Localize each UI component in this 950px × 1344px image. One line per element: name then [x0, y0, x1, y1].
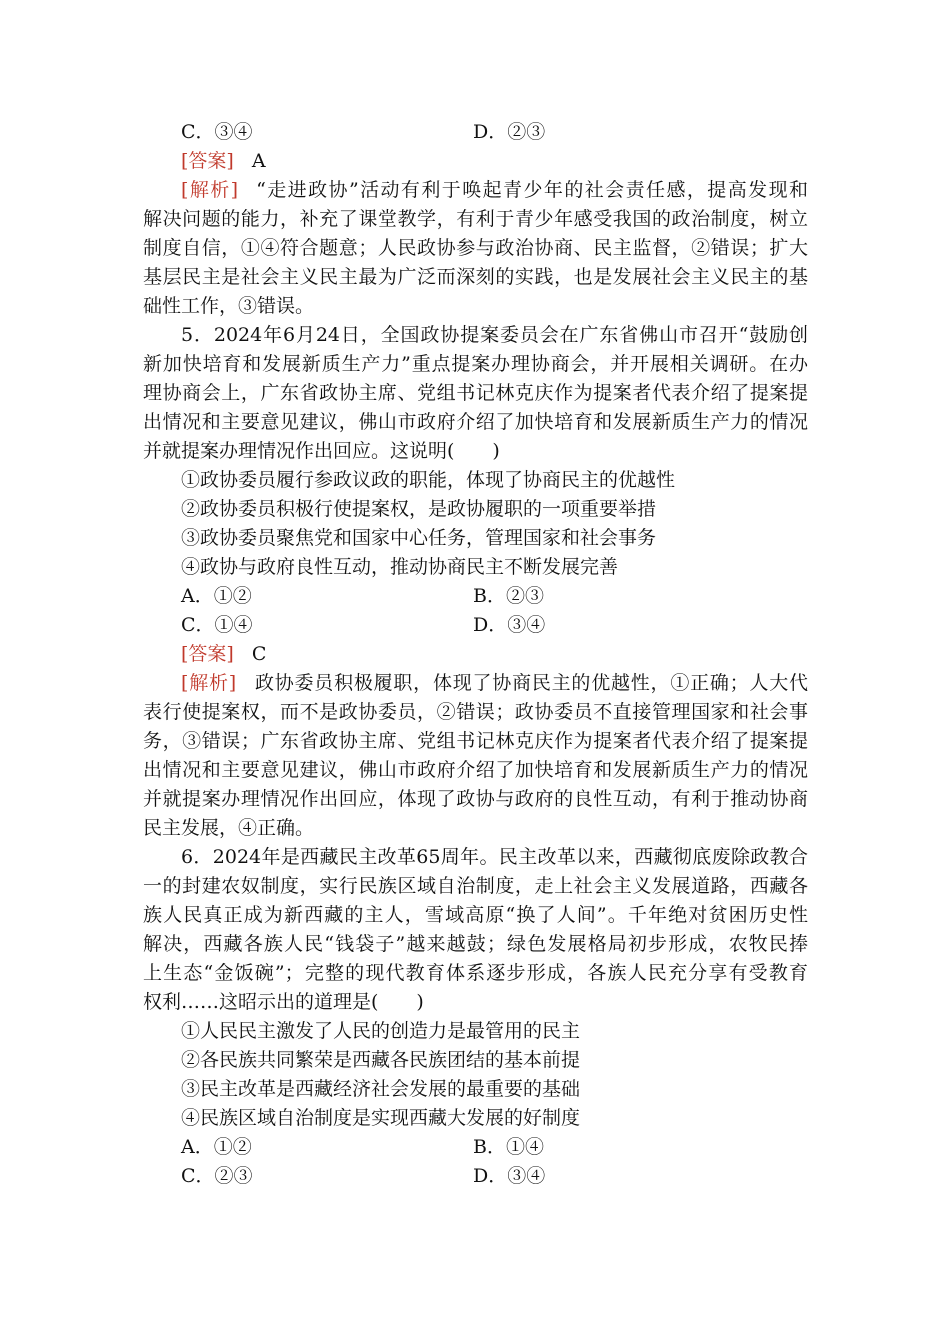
q6-statement: ③民主改革是西藏经济社会发展的最重要的基础 — [181, 1078, 581, 1100]
q5-option-c: C．①④ — [181, 614, 253, 636]
document-content — [143, 118, 808, 1191]
q6-stem-line: 权利……这昭示出的道理是( ) — [143, 991, 424, 1013]
q5-option-a: A．①② — [181, 585, 252, 607]
q5-analysis-line: 出情况和主要意见建议，佛山市政府介绍了加快培育和发展新质生产力的情况 — [143, 759, 808, 781]
q6-statement: ①人民民主激发了人民的创造力是最管用的民主 — [181, 1020, 581, 1042]
q5-analysis-line: [解析] 政协委员积极履职，体现了协商民主的优越性，①正确；人大代 — [181, 672, 808, 694]
q5-option-d: D．③④ — [473, 614, 546, 636]
q4-analysis-line: 制度自信，①④符合题意；人民政协参与政治协商、民主监督，②错误；扩大 — [143, 237, 808, 259]
answer-tag: [答案] — [181, 643, 234, 665]
q6-option-d: D．③④ — [473, 1165, 546, 1187]
answer-value: A — [251, 150, 266, 172]
q4-analysis-line: 础性工作，③错误。 — [143, 295, 315, 317]
q6-options-row-cd — [143, 1162, 808, 1191]
analysis-tag: [解析] — [181, 672, 237, 694]
q5-statement: ③政协委员聚焦党和国家中心任务，管理国家和社会事务 — [181, 527, 657, 549]
q4-answer — [143, 147, 808, 176]
q6-stem-line: 6．2024年是西藏民主改革65周年。民主改革以来，西藏彻底废除政教合 — [181, 846, 808, 868]
q5-statement: ④政协与政府良性互动，推动协商民主不断发展完善 — [181, 556, 619, 578]
q5-analysis-line: 表行使提案权，而不是政协委员，②错误；政协委员不直接管理国家和社会事 — [143, 701, 808, 723]
q4-analysis-line: 基层民主是社会主义民主最为广泛而深刻的实践，也是发展社会主义民主的基 — [143, 266, 808, 288]
q5-statement: ②政协委员积极行使提案权，是政协履职的一项重要举措 — [181, 498, 657, 520]
q6-stem-line: 一的封建农奴制度，实行民族区域自治制度，走上社会主义发展道路，西藏各 — [143, 875, 808, 897]
q4-analysis-line: [解析] “走进政协”活动有利于唤起青少年的社会责任感，提高发现和 — [181, 179, 808, 201]
q5-answer — [143, 640, 808, 669]
q5-stem-line: 新加快培育和发展新质生产力”重点提案办理协商会，并开展相关调研。在办 — [143, 353, 808, 375]
q6-statement: ④民族区域自治制度是实现西藏大发展的好制度 — [181, 1107, 581, 1129]
analysis-tag: [解析] — [181, 179, 239, 201]
q4-options-row-cd — [143, 118, 808, 147]
q6-stem-line: 上生态“金饭碗”；完整的现代教育体系逐步形成，各族人民充分享有受教育 — [143, 962, 808, 984]
q5-stem-line: 5．2024年6月24日，全国政协提案委员会在广东省佛山市召开“鼓励创 — [181, 324, 808, 346]
q5-option-b: B．②③ — [473, 585, 544, 607]
q4-option-c: C．③④ — [181, 121, 253, 143]
q5-stem-line: 并就提案办理情况作出回应。这说明( ) — [143, 440, 500, 462]
answer-value: C — [251, 643, 267, 665]
q5-stem-line: 出情况和主要意见建议，佛山市政府介绍了加快培育和发展新质生产力的情况 — [143, 411, 808, 433]
q5-options-row-ab — [143, 582, 808, 611]
q5-analysis-line: 务，③错误；广东省政协主席、党组书记林克庆作为提案者代表介绍了提案提 — [143, 730, 808, 752]
q4-option-d: D．②③ — [473, 121, 546, 143]
q5-analysis-line: 民主发展，④正确。 — [143, 817, 315, 839]
q6-options-row-ab — [143, 1133, 808, 1162]
q6-option-a: A．①② — [181, 1136, 252, 1158]
answer-tag: [答案] — [181, 150, 234, 172]
q6-stem-line: 解决，西藏各族人民“钱袋子”越来越鼓；绿色发展格局初步形成，农牧民捧 — [143, 933, 808, 955]
q5-statement: ①政协委员履行参政议政的职能，体现了协商民主的优越性 — [181, 469, 676, 491]
q5-options-row-cd — [143, 611, 808, 640]
q4-analysis-line: 解决问题的能力，补充了课堂教学，有利于青少年感受我国的政治制度，树立 — [143, 208, 808, 230]
q6-option-b: B．①④ — [473, 1136, 544, 1158]
q6-stem-line: 族人民真正成为新西藏的主人，雪域高原“换了人间”。千年绝对贫困历史性 — [143, 904, 808, 926]
q5-stem-line: 理协商会上，广东省政协主席、党组书记林克庆作为提案者代表介绍了提案提 — [143, 382, 808, 404]
q6-option-c: C．②③ — [181, 1165, 253, 1187]
q6-statement: ②各民族共同繁荣是西藏各民族团结的基本前提 — [181, 1049, 581, 1071]
q5-analysis-line: 并就提案办理情况作出回应，体现了政协与政府的良性互动，有利于推动协商 — [143, 788, 808, 810]
